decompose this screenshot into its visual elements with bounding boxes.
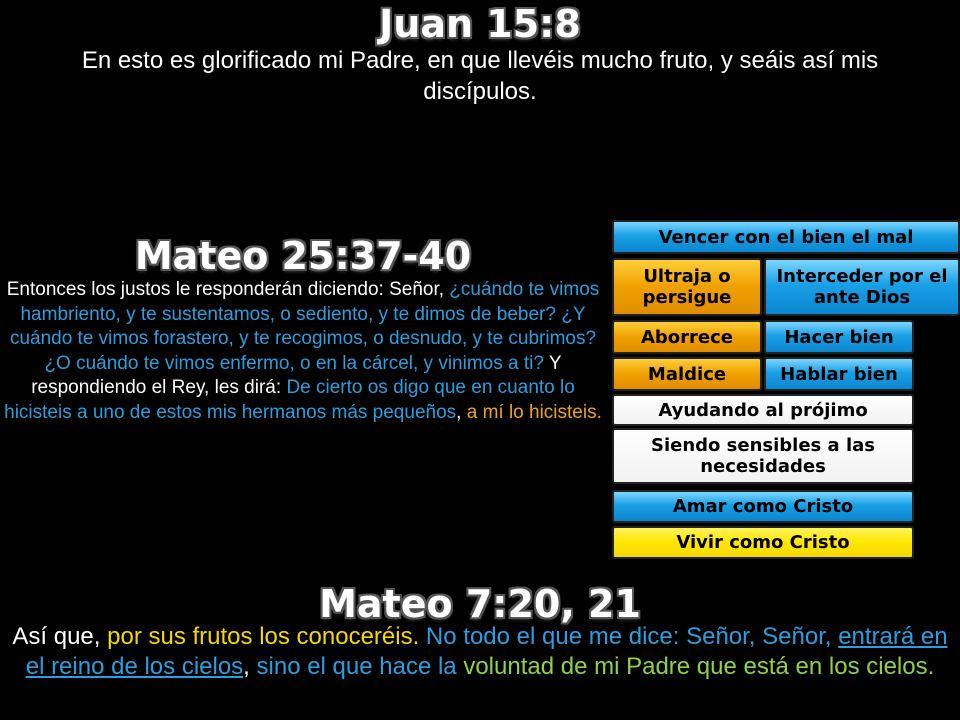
- verse3-text: [6, 622, 954, 682]
- box-hablar-bien: Hablar bien: [764, 357, 914, 391]
- verse2-title: Mateo 25:37-40: [134, 234, 472, 278]
- verse2-text: [4, 278, 602, 426]
- verse1-text: En esto es glorificado mi Padre, en que llevéis mucho fruto, y seáis así mis discípulos.: [81, 47, 879, 105]
- verse2-text-orange: a mí lo hicisteis.: [466, 401, 602, 423]
- box-maldice: Maldice: [612, 357, 762, 391]
- box-ayudando: Ayudando al prójimo: [612, 394, 914, 426]
- box-siendo: Siendo sensibles a las necesidades: [612, 428, 914, 484]
- verse3-text-blue: sino el que hace la: [249, 653, 464, 680]
- box-hacer-bien: Hacer bien: [764, 320, 914, 354]
- box-aborrece: Aborrece: [612, 320, 762, 354]
- verse3-title: Mateo 7:20, 21: [319, 582, 641, 626]
- verse3-text-yellow: por sus frutos los conoceréis.: [107, 623, 420, 650]
- box-ultraja: Ultraja o persigue: [612, 258, 762, 316]
- box-interceder: Interceder por el ante Dios: [764, 258, 960, 316]
- verse3-text-part: ,: [243, 653, 250, 680]
- box-amar: Amar como Cristo: [612, 490, 914, 523]
- verse3-text-blue-underlined: entrará en el reino de los cielos: [25, 623, 948, 680]
- verse2-text-part: Y respondiendo el Rey, les dirá:: [31, 352, 562, 399]
- verse3-text-green: voluntad de mi Padre que está en los cielos.: [463, 653, 935, 680]
- verse2-text-blue: ¿cuándo te vimos hambriento, y te sustentamos, o sediento, y te dimos de beber? ¿Y cuándo te vimos forastero, y te recogimos, o desnudo, y te cubrimos? ¿O cuándo te vimos enfermo, o en la cárcel, y vinimos a ti?: [9, 279, 600, 374]
- verse2-text-part: Entonces los justos le responderán diciendo: Señor,: [6, 279, 450, 300]
- verse2-text-blue: De cierto os digo que en cuanto lo hicisteis a uno de estos mis hermanos más pequeños: [4, 377, 575, 423]
- verse1-title: Juan 15:8: [379, 2, 581, 46]
- verse2-text-part: ,: [456, 401, 467, 423]
- verse3-text-part: Así que,: [12, 623, 108, 650]
- box-vivir: Vivir como Cristo: [612, 526, 914, 559]
- box-vencer: Vencer con el bien el mal: [612, 220, 960, 254]
- verse3-text-blue: No todo el que me dice: Señor, Señor,: [419, 623, 839, 650]
